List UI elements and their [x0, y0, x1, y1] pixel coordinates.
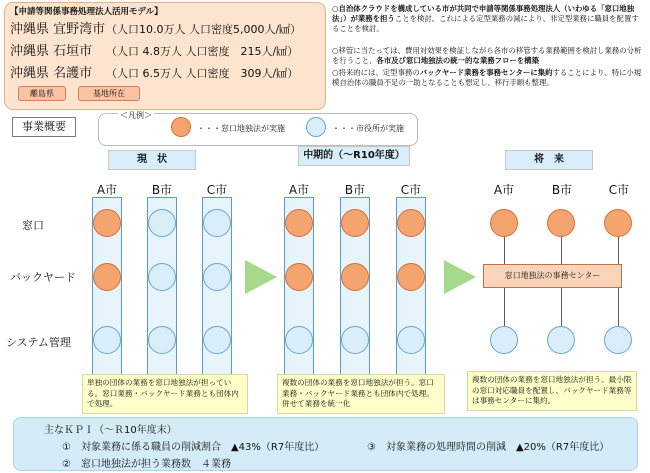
circle-a-midterm-system [285, 326, 313, 354]
circle-a-future-counter [490, 209, 518, 237]
arrow-midterm-to-future [444, 260, 476, 294]
circle-b-future-system [547, 326, 575, 354]
circle-a-midterm-counter [285, 209, 313, 237]
tag-remote-island: 離島県 [18, 86, 66, 101]
legend-blue-label: ・・・市役所が実施 [332, 124, 404, 133]
city-name: 沖縄県 名護市 [10, 66, 93, 81]
city-label-a-future: A市 [493, 183, 515, 197]
circle-b-current-system [148, 326, 176, 354]
circle-c-midterm-counter [397, 209, 425, 237]
kpi-title: 主なＫＰＩ（～Ｒ10年度末） [44, 425, 177, 436]
description-future: 複数の団体の業務を窓口地独法が担う。最小限の窓口対応職員を配置し、バックヤード業務等は事務センターに集約。 [467, 371, 637, 411]
circle-c-current-counter [203, 209, 231, 237]
circle-b-midterm-system [341, 326, 369, 354]
city-row-nago [10, 62, 298, 81]
note-3: ○将来的には、定型事務のバックヤード業務を事務センターに集約することにより、特に小規模自治体の職員不足の一助となることも想定し、移行手順も整理。 [332, 68, 642, 88]
description-current: 単独の団体の業務を窓口地独法が担っている。窓口業務・バックヤード業務とも団体内で処理。 [82, 374, 248, 414]
row-label-system: システム管理 [6, 336, 71, 349]
row-label-backyard: バックヤード [10, 271, 76, 284]
model-heading: 【申請等関係事務処理法人活用モデル】 [10, 7, 163, 17]
city-name: 沖縄県 石垣市 [10, 44, 93, 59]
future-office-center: 窓口地独法の事務センター [483, 264, 622, 288]
stage-midterm-header: 中期的（～R10年度） [298, 146, 410, 166]
city-row-ginowan [10, 18, 301, 37]
legend-blue-circle [306, 117, 326, 137]
tag-base-location: 基地所在 [78, 86, 140, 101]
city-label-b-future: B市 [551, 183, 573, 197]
kpi-item-2: ② 窓口地独法が担う業務数 ４業務 [62, 459, 231, 470]
legend-orange-label: ・・・窓口地独法が実施 [197, 124, 285, 133]
circle-c-midterm-system [397, 326, 425, 354]
city-label-a-midterm: A市 [288, 183, 310, 197]
circle-b-midterm-backyard [341, 263, 369, 291]
description-midterm: 複数の団体の業務を窓口地独法が担う。窓口業務・バックヤード業務とも団体内で処理。併せて業務を統一化 [277, 374, 445, 414]
kpi-item-1: ① 対象業務に係る職員の削減割合 ▲43%（R7年度比） [62, 442, 325, 453]
circle-c-current-backyard [203, 263, 231, 291]
legend-orange-circle [171, 117, 191, 137]
stage-future-header: 将 来 [505, 150, 593, 170]
city-stats: （人口10.0万人 人口密度5,000人/㎢） [106, 23, 302, 36]
circle-c-current-system [203, 326, 231, 354]
city-label-a-current: A市 [96, 183, 118, 197]
circle-a-current-system [93, 326, 121, 354]
row-label-counter: 窓口 [22, 219, 44, 232]
arrow-current-to-midterm [245, 260, 277, 294]
kpi-item-3: ③ 対象業務の処理時間の削減 ▲20%（R7年度比） [367, 442, 610, 453]
circle-a-midterm-backyard [285, 263, 313, 291]
note-2: ○移管に当たっては、費用対効果を検証しながら各市の移管する業務範囲を検討し業務の分析を行うこと、各市及び窓口地独法の統一的な業務フローを構築 [332, 46, 642, 66]
circle-a-future-system [490, 326, 518, 354]
circle-b-midterm-counter [341, 209, 369, 237]
circle-c-future-system [604, 326, 632, 354]
circle-b-current-backyard [148, 263, 176, 291]
circle-b-future-counter [547, 209, 575, 237]
city-label-b-midterm: B市 [344, 183, 366, 197]
note-1: ○自治体クラウドを構成している市が共同で申請等関係事務処理法人（いわゆる「窓口地独法」）が業務を担うことを検討。これによる定型業務の減により、非定型業務に職員を配置することを検討。 [332, 4, 639, 34]
circle-c-midterm-backyard [397, 263, 425, 291]
city-label-b-current: B市 [151, 183, 173, 197]
circle-b-current-counter [148, 209, 176, 237]
city-label-c-current: C市 [206, 183, 228, 197]
legend-title: ＜凡例＞ [120, 111, 152, 120]
city-label-c-future: C市 [608, 183, 630, 197]
circle-a-current-counter [93, 209, 121, 237]
city-label-c-midterm: C市 [400, 183, 422, 197]
overview-label: 事業概要 [12, 117, 76, 137]
city-name: 沖縄県 宜野湾市 [10, 22, 106, 37]
city-row-ishigaki [10, 40, 298, 59]
city-stats: （人口 6.5万人 人口密度 309人/㎢） [106, 67, 299, 80]
stage-current-header: 現 状 [108, 150, 196, 170]
circle-a-current-backyard [93, 263, 121, 291]
city-stats: （人口 4.8万人 人口密度 215人/㎢） [106, 45, 299, 58]
circle-c-future-counter [604, 209, 632, 237]
